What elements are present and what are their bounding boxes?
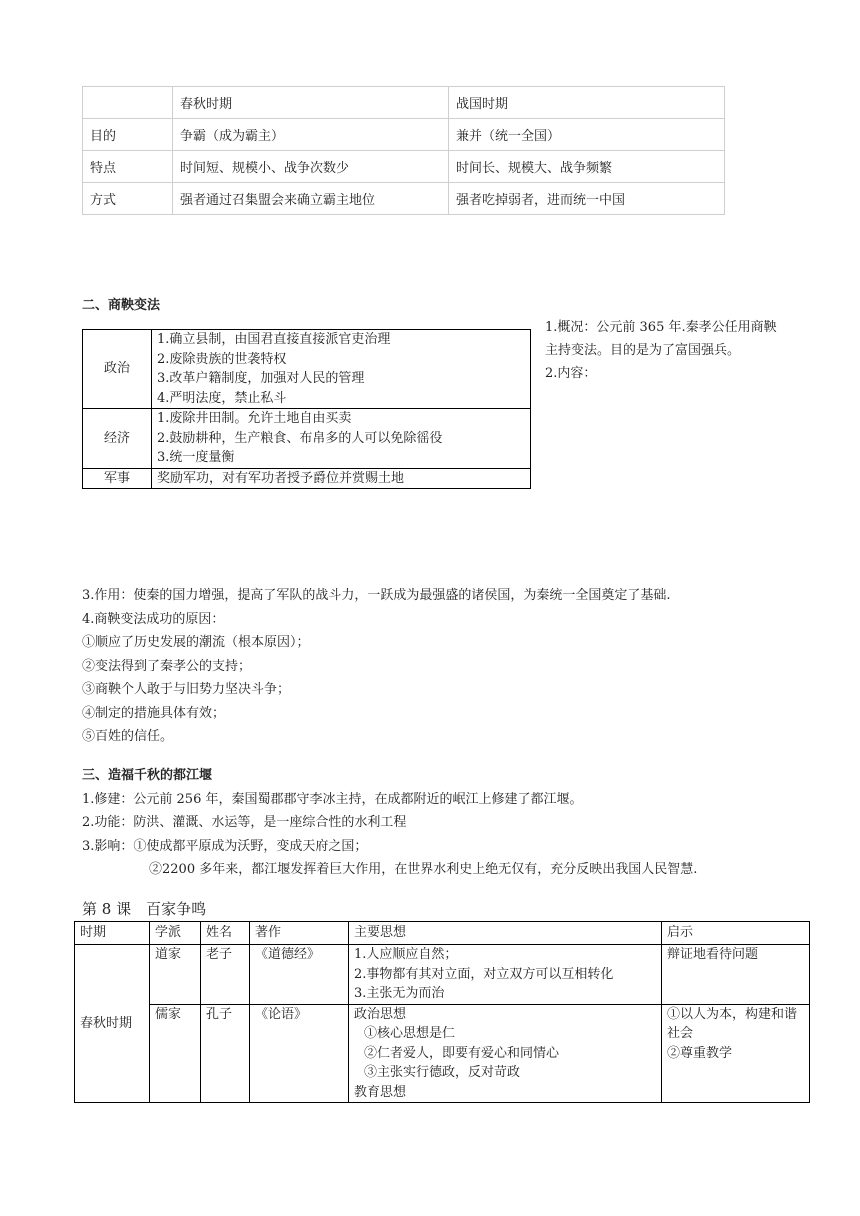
reform-item: 2.废除贵族的世袭特权 (157, 351, 287, 367)
lesson-line: ①以人为本，构建和谐社会 (667, 1006, 798, 1041)
effects-block (82, 584, 671, 749)
thought-line: 教育思想 (354, 1084, 407, 1100)
table-cell: 争霸（成为霸主） (173, 119, 449, 151)
thought-line: ①核心思想是仁 (364, 1026, 456, 1041)
table-cell: 孔子 (201, 1004, 250, 1103)
table-row (83, 183, 725, 215)
table-cell: 道家 (150, 945, 201, 1005)
row-label: 经济 (83, 409, 152, 469)
table-row (83, 468, 531, 489)
thought-line: 2.事物都有其对立面，对立双方可以互相转化 (354, 966, 614, 982)
text-line: ④制定的措施具体有效； (82, 705, 226, 721)
lesson-line: ②尊重教学 (667, 1045, 733, 1061)
text-line: 1.修建：公元前 256 年，秦国蜀郡郡守李冰主持，在成都附近的岷江上修建了都江堰。 (82, 791, 583, 807)
table-row (83, 330, 531, 409)
overview-text: 1.概况：公元前 365 年.秦孝公任用商鞅主持变法。目的是为了富国强兵。 (545, 320, 777, 358)
reform-item: 1.确立县制，由国君直接直接派官吏治理 (157, 332, 391, 347)
schools-table (74, 921, 810, 1103)
header-cell: 著作 (250, 922, 349, 945)
header-cell: 主要思想 (349, 922, 662, 945)
row-label: 特点 (83, 151, 173, 183)
table-cell: 《道德经》 (250, 945, 349, 1005)
lesson-title: 第 8 课 百家争鸣 (82, 900, 207, 918)
table-cell: 儒家 (150, 1004, 201, 1103)
table-header-row (83, 87, 725, 119)
table-cell (152, 409, 531, 469)
section-heading: 三、造福千秋的都江堰 (82, 768, 213, 783)
table-cell: 强者通过召集盟会来确立霸主地位 (173, 183, 449, 215)
comparison-table (82, 86, 725, 215)
period-cell: 春秋时期 (75, 945, 150, 1103)
header-cell: 启示 (662, 922, 810, 945)
header-cell: 春秋时期 (173, 87, 449, 119)
row-label: 政治 (83, 330, 152, 409)
table-row (83, 119, 725, 151)
reform-item: 2.鼓励耕种，生产粮食、布帛多的人可以免除徭役 (157, 430, 443, 446)
table-cell (349, 945, 662, 1005)
reform-item: 奖励军功，对有军功者授予爵位并赏赐土地 (157, 470, 405, 486)
table-cell: 兼并（统一全国） (449, 119, 725, 151)
content-label: 2.内容： (545, 366, 597, 381)
thought-line: ②仁者爱人，即要有爱心和同情心 (364, 1045, 560, 1061)
header-cell: 姓名 (201, 922, 250, 945)
table-header-row (75, 922, 810, 945)
header-cell: 战国时期 (449, 87, 725, 119)
lesson-line: 辩证地看待问题 (667, 947, 759, 962)
text-line: ①顺应了历史发展的潮流（根本原因）； (82, 635, 310, 650)
table-cell (152, 468, 531, 489)
table-row (75, 1004, 810, 1103)
table-cell (662, 1004, 810, 1103)
text-line: ②2200 多年来，都江堰发挥着巨大作用，在世界水利史上绝无仅有，充分反映出我国人民智慧. (149, 862, 698, 877)
table-cell: 时间长、规模大、战争频繁 (449, 151, 725, 183)
text-line: 3.影响：①使成都平原成为沃野，变成天府之国； (82, 838, 368, 854)
reform-item: 3.统一度量衡 (157, 450, 235, 465)
thought-line: 3.主张无为而治 (354, 986, 445, 1001)
section-heading: 二、商鞅变法 (82, 298, 161, 313)
table-cell: 强者吃掉弱者，进而统一中国 (449, 183, 725, 215)
table-row (83, 151, 725, 183)
reform-item: 4.严明法度，禁止私斗 (157, 390, 287, 406)
text-line: ⑤百姓的信任。 (82, 729, 174, 744)
table-cell: 时间短、规模小、战争次数少 (173, 151, 449, 183)
thought-line: ③主张实行德政，反对苛政 (364, 1065, 521, 1080)
header-cell (83, 87, 173, 119)
row-label: 军事 (83, 468, 152, 489)
text-line: ③商鞅个人敢于与旧势力坚决斗争； (82, 682, 291, 697)
text-line: 2.功能：防洪、灌溉、水运等，是一座综合性的水利工程 (82, 815, 407, 830)
header-cell: 时期 (75, 922, 150, 945)
table-row (83, 409, 531, 469)
dujiangyan-block (82, 764, 697, 882)
table-cell: 老子 (201, 945, 250, 1005)
text-line: 3.作用：使秦的国力增强，提高了军队的战斗力，一跃成为最强盛的诸侯国，为秦统一全国奠定了基础. (82, 588, 671, 603)
row-label: 方式 (83, 183, 173, 215)
overview-block (545, 316, 785, 385)
text-line: ②变法得到了秦孝公的支持； (82, 658, 252, 674)
table-cell (152, 330, 531, 409)
header-cell: 学派 (150, 922, 201, 945)
thought-line: 1.人应顺应自然； (354, 947, 458, 962)
reform-table (82, 329, 531, 489)
table-cell (662, 945, 810, 1005)
reform-item: 3.改革户籍制度，加强对人民的管理 (157, 371, 365, 386)
table-row (75, 945, 810, 1005)
table-cell (349, 1004, 662, 1103)
thought-line: 政治思想 (354, 1006, 407, 1022)
row-label: 目的 (83, 119, 173, 151)
table-cell: 《论语》 (250, 1004, 349, 1103)
reform-item: 1.废除井田制。允许土地自由买卖 (157, 411, 352, 426)
text-line: 4.商鞅变法成功的原因： (82, 611, 225, 627)
